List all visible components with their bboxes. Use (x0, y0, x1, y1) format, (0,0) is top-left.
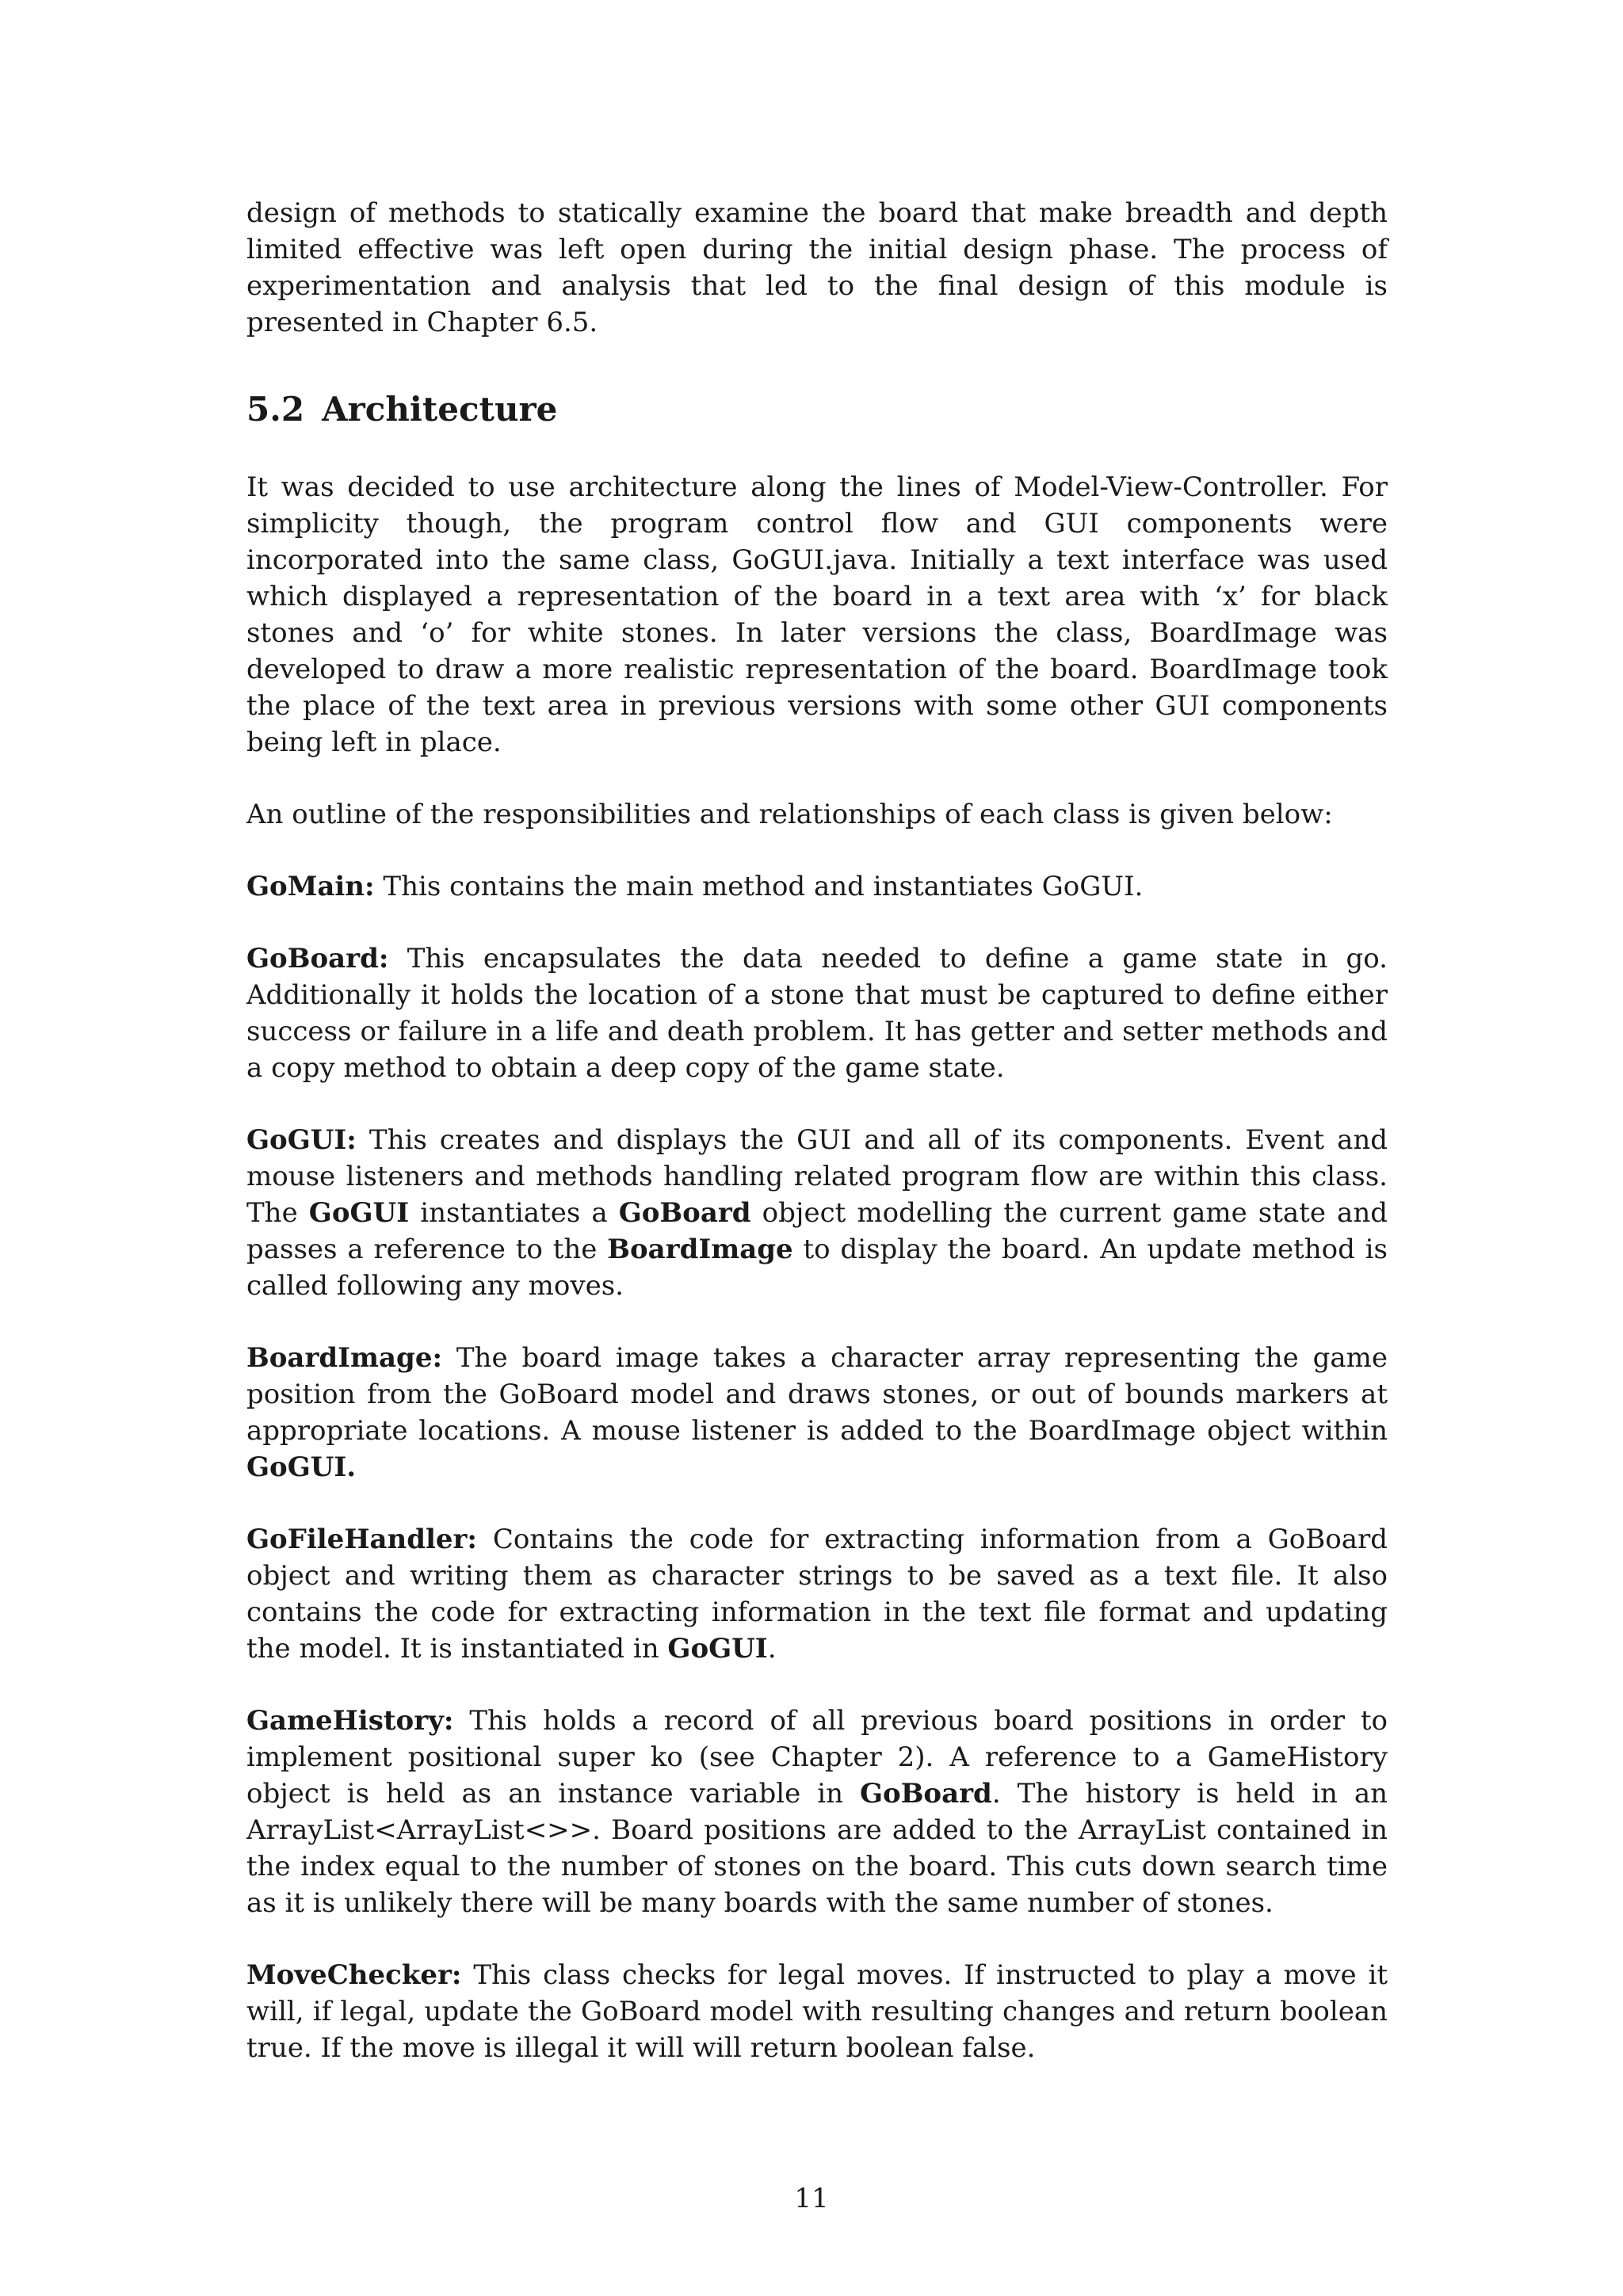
page-number: 11 (794, 2183, 829, 2214)
ref-gogui-filehandler: GoGUI (667, 1633, 768, 1665)
class-desc-gofilehandler-1: Contains the code for extracting information from a GoBoard object and writing them as character strings to be saved as a text file. It also contains the code for extracting information in the text file format and updating the model. It is instantiated in (246, 1524, 1388, 1665)
section-title: Architecture (322, 390, 558, 429)
class-name-boardimage: BoardImage: (246, 1342, 442, 1374)
class-desc-movechecker: This class checks for legal moves. If instructed to play a move it will, if legal, update the GoBoard model with resulting changes and return boolean true. If the move is illegal it will will return boolean false. (246, 1959, 1388, 2064)
class-gofilehandler (246, 1521, 1388, 1667)
class-name-gamehistory: GameHistory: (246, 1705, 454, 1737)
architecture-paragraph: It was decided to use architecture along the lines of Model-View-Controller. For simplicity though, the program control flow and GUI components were incorporated into the same class, GoGUI.java. Initially a text interface was used which displayed a representation of the board in a text area with ‘x’ for black stones and ‘o’ for white stones. In later versions the class, BoardImage was developed to draw a more realistic representation of the board. BoardImage took the place of the text area in previous versions with some other GUI components being left in place. (246, 471, 1388, 758)
class-gomain (246, 868, 1388, 905)
class-desc-gomain: This contains the main method and instantiates GoGUI. (374, 871, 1144, 902)
class-desc-gogui-3: object modelling the current game state and passes a reference to the (246, 1197, 1388, 1265)
ref-gogui-boardimage: GoGUI. (246, 1451, 357, 1483)
class-desc-boardimage: The board image takes a character array representing the game position from the GoBoard model and draws stones, or out of bounds markers at appropriate locations. A mouse listener is added to the BoardImage object within (246, 1342, 1388, 1447)
section-number: 5.2 (246, 390, 305, 429)
outline-intro: An outline of the responsibilities and relationships of each class is given below: (246, 799, 1333, 830)
section-heading (246, 388, 1388, 431)
class-desc-gogui-4: to display the board. An update method is called following any moves. (246, 1234, 1388, 1302)
class-desc-goboard: This encapsulates the data needed to define a game state in go. Additionally it holds the location of a stone that must be captured to define either success or failure in a life and death problem. It has getter and setter methods and a copy method to obtain a deep copy of the game state. (246, 943, 1388, 1084)
class-name-gofilehandler: GoFileHandler: (246, 1524, 477, 1555)
class-desc-gogui-1: This creates and displays the GUI and all of its components. Event and mouse listeners and methods handling related program flow are within this class. The (246, 1124, 1388, 1229)
intro-paragraph: design of methods to statically examine the board that make breadth and depth limited effective was left open during the initial design phase. The process of experimentation and analysis that led to the final design of this module is presented in Chapter 6.5. (246, 197, 1388, 338)
ref-goboard: GoBoard (618, 1197, 751, 1229)
class-desc-gogui-2: instantiates a (409, 1197, 619, 1229)
class-boardimage (246, 1340, 1388, 1486)
ref-goboard-history: GoBoard (859, 1778, 992, 1810)
class-goboard (246, 940, 1388, 1086)
class-name-goboard: GoBoard: (246, 943, 389, 974)
class-movechecker (246, 1957, 1388, 2066)
class-desc-gofilehandler-2: . (767, 1633, 777, 1665)
class-name-gogui: GoGUI: (246, 1124, 357, 1156)
class-desc-gamehistory-1: This holds a record of all previous board positions in order to implement positional super ko (see Chapter 2). A reference to a GameHistory object is held as an instance variable in (246, 1705, 1388, 1810)
ref-gogui: GoGUI (308, 1197, 410, 1229)
class-desc-gamehistory-2: . The history is held in an ArrayList<ArrayList<>>. Board positions are added to the ArrayList contained in the index equal to the number of stones on the board. This cuts down search time as it is unlikely there will be many boards with the same number of stones. (246, 1778, 1388, 1919)
class-name-movechecker: MoveChecker: (246, 1959, 462, 1991)
class-gogui (246, 1122, 1388, 1304)
class-gamehistory (246, 1703, 1388, 1921)
class-name-gomain: GoMain: (246, 871, 375, 902)
ref-boardimage: BoardImage (607, 1234, 793, 1265)
document-page (246, 195, 1388, 2066)
